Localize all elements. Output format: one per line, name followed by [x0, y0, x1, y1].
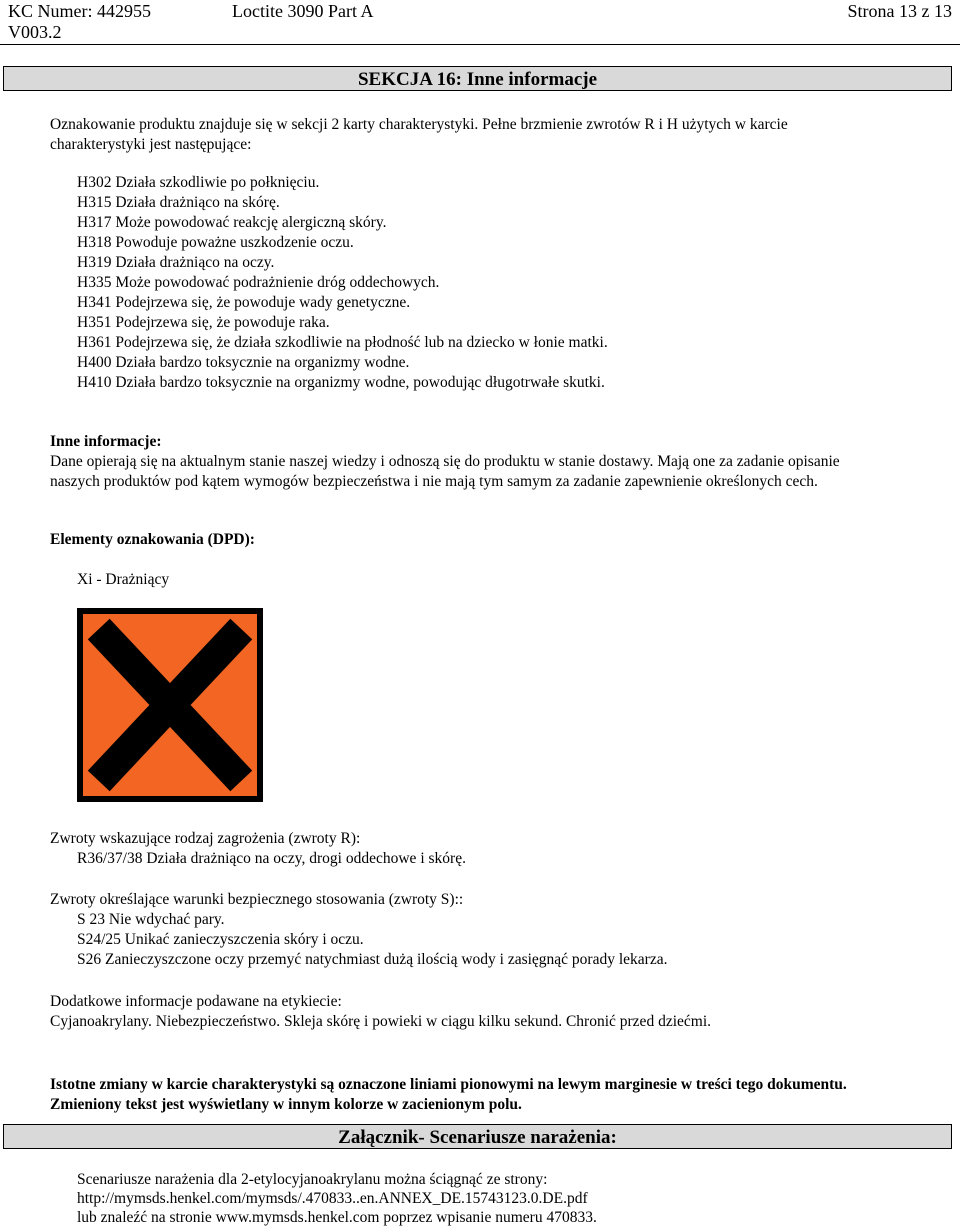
h-phrase: H318 Powoduje poważne uszkodzenie oczu.: [77, 234, 354, 251]
product-name: Loctite 3090 Part A: [232, 1, 374, 21]
s-phrase: S26 Zanieczyszczone oczy przemyć natychmiast dużą ilością wody i zasięgnąć porady lekarza.: [77, 951, 668, 968]
annex-line-1: Scenariusze narażenia dla 2-etylocyjanoakrylanu można ściągnąć ze strony:: [77, 1171, 548, 1188]
annex-line-3: lub znaleźć na stronie www.mymsds.henkel.com poprzez wpisanie numeru 470833.: [77, 1209, 597, 1226]
changes-note-line-1: Istotne zmiany w karcie charakterystyki są oznaczone liniami pionowymi na lewym marginesie w treści tego dokumentu.: [50, 1076, 847, 1093]
h-phrase: H341 Podejrzewa się, że powoduje wady genetyczne.: [77, 294, 411, 311]
section-16-title: SEKCJA 16: Inne informacje: [3, 66, 952, 91]
annex-title: Załącznik- Scenariusze narażenia:: [3, 1124, 952, 1149]
s-phrase: S 23 Nie wdychać pary.: [77, 911, 225, 928]
h-phrase: H351 Podejrzewa się, że powoduje raka.: [77, 314, 330, 331]
h-phrase: H317 Może powodować reakcję alergiczną skóry.: [77, 214, 387, 231]
version: V003.2: [8, 22, 62, 42]
x-cross-icon: [83, 614, 257, 796]
annex-url: http://mymsds.henkel.com/mymsds/.470833..en.ANNEX_DE.15743123.0.DE.pdf: [77, 1190, 588, 1207]
s-phrase: S24/25 Unikać zanieczyszczenia skóry i oczu.: [77, 931, 364, 948]
h-phrase: H302 Działa szkodliwie po połknięciu.: [77, 174, 320, 191]
extra-info-heading: Dodatkowe informacje podawane na etykiecie:: [50, 993, 342, 1010]
changes-note-line-2: Zmieniony tekst jest wyświetlany w innym kolorze w zacienionym polu.: [50, 1096, 522, 1113]
r-phrases-heading: Zwroty wskazujące rodzaj zagrożenia (zwroty R):: [50, 830, 361, 847]
page-number: Strona 13 z 13: [847, 1, 952, 21]
r-phrase: R36/37/38 Działa drażniąco na oczy, drogi oddechowe i skórę.: [77, 850, 466, 867]
hazard-symbol-label: Xi - Drażniący: [77, 571, 170, 588]
xi-hazard-pictogram: [77, 608, 263, 802]
h-phrase: H335 Może powodować podrażnienie dróg oddechowych.: [77, 274, 440, 291]
intro-line-1: Oznakowanie produktu znajduje się w sekcji 2 karty charakterystyki. Pełne brzmienie zwrotów R i H użytych w karcie: [50, 116, 788, 133]
s-phrases-heading: Zwroty określające warunki bezpiecznego stosowania (zwroty S)::: [50, 891, 464, 908]
h-phrase: H400 Działa bardzo toksycznie na organizmy wodne.: [77, 354, 410, 371]
kc-number: KC Numer: 442955: [8, 1, 151, 21]
h-phrase: H361 Podejrzewa się, że działa szkodliwie na płodność lub na dziecko w łonie matki.: [77, 334, 608, 351]
header-rule: [0, 44, 960, 45]
h-phrase-list: [77, 173, 608, 393]
h-phrase: H410 Działa bardzo toksycznie na organizmy wodne, powodując długotrwałe skutki.: [77, 374, 605, 391]
other-info-line-2: naszych produktów pod kątem wymogów bezpieczeństwa i nie mają tym samym za zadanie zapewnienie określonych cech.: [50, 473, 818, 490]
intro-line-2: charakterystyki jest następujące:: [50, 136, 252, 153]
extra-info-text: Cyjanoakrylany. Niebezpieczeństwo. Skleja skórę i powieki w ciągu kilku sekund. Chronić przed dziećmi.: [50, 1013, 711, 1030]
h-phrase: H315 Działa drażniąco na skórę.: [77, 194, 280, 211]
h-phrase: H319 Działa drażniąco na oczy.: [77, 254, 275, 271]
other-info-line-1: Dane opierają się na aktualnym stanie naszej wiedzy i odnoszą się do produktu w stanie dostawy. Mają one za zadanie opisanie: [50, 453, 840, 470]
s-phrase-list: [77, 910, 667, 970]
labeling-heading: Elementy oznakowania (DPD):: [50, 531, 255, 548]
other-info-heading: Inne informacje:: [50, 433, 162, 450]
